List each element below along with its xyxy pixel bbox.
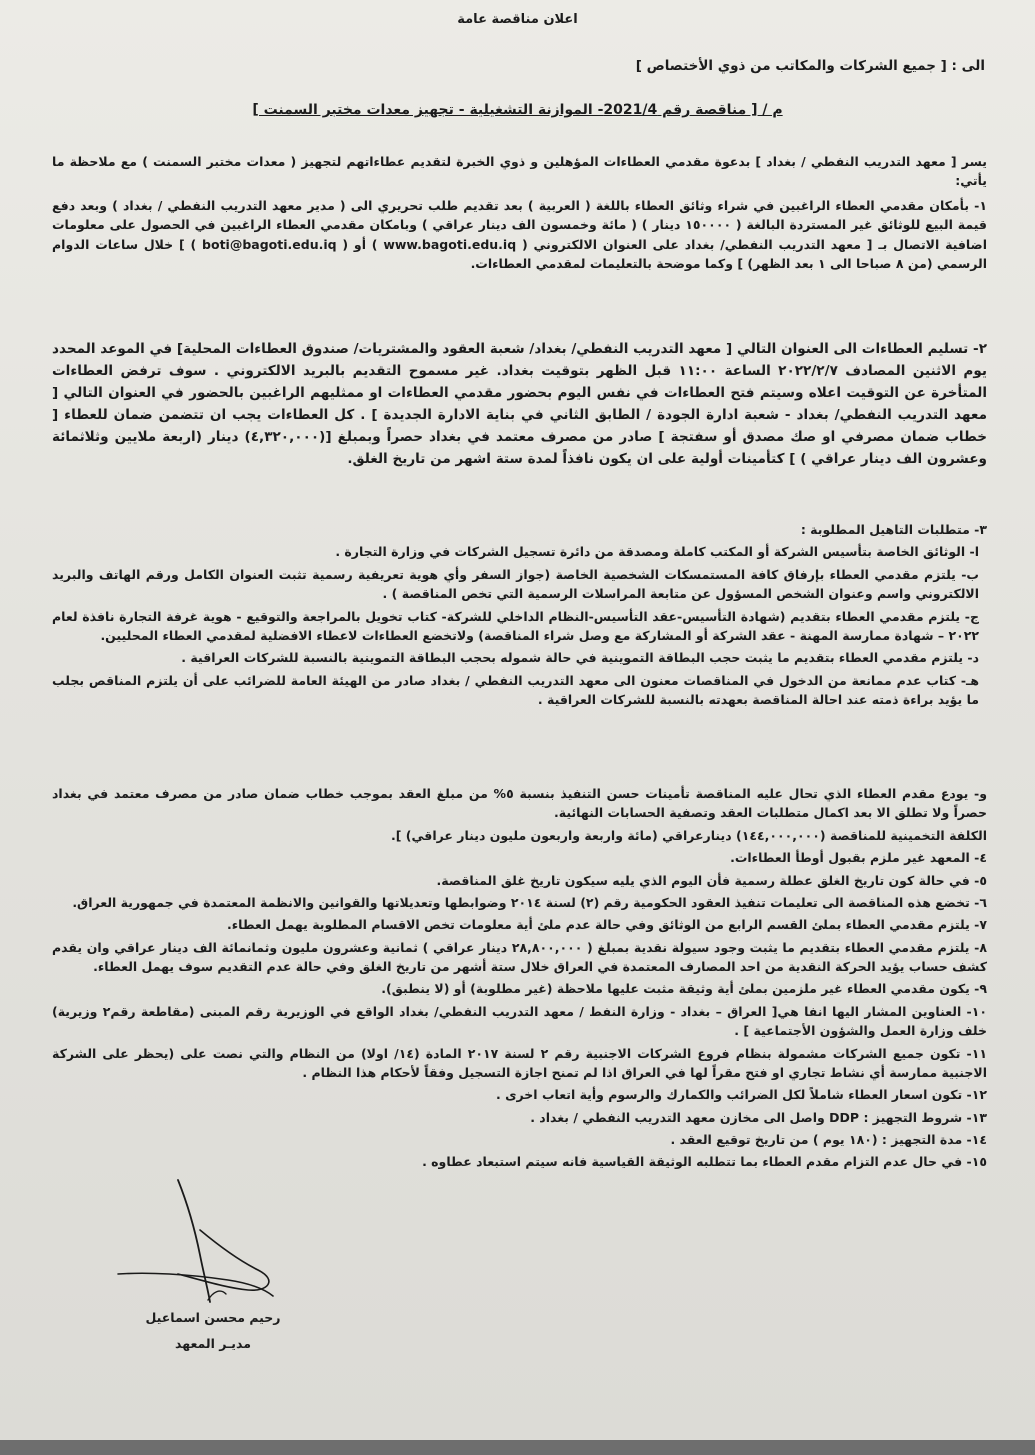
clause-text: ٥- في حالة كون تاريخ الغلق عطلة رسمية فأن اليوم الذي يليه سيكون تاريخ غلق المناقصة. — [436, 872, 987, 888]
clause-text: ٤- المعهد غير ملزم بقبول أوطأ العطاءات. — [730, 850, 987, 866]
item-3-block — [52, 520, 987, 712]
clause-text: ١٠- العناوين المشار اليها انفا هي[ العراق – بغداد - وزارة النفط / معهد التدريب النفطي/ بغداد الواقع في الوزيرية رقم المبنى (مقاطعة رقم٢ وزيرية) خلف وزارة العمل والشؤون الأجتماعية ] . — [52, 1003, 987, 1039]
intro-text: يسر [ معهد التدريب النفطي / بغداد ] بدعوة مقدمي العطاءات المؤهلين و ذوي الخبرة لتقديم عطاءاتهم لتجهيز ( معدات مختبر السمنت ) مع ملاحظة ما يأتي: — [52, 154, 987, 189]
clause-text: ٧- يلتزم مقدمي العطاء بملئ القسم الرابع من الوثائق وفي حالة عدم ملئ أية معلومات تخص الاقسام المطلوبة يهمل العطاء. — [226, 917, 987, 933]
subject-text: م / [ مناقصة رقم 2021/4- الموازنة التشغيلية - تجهيز معدات مختبر السمنت ] — [252, 102, 783, 118]
clause-text: ١٣- شروط التجهيز : DDP واصل الى مخازن معهد التدريب النفطي / بغداد . — [530, 1109, 987, 1125]
signature-area — [108, 1170, 348, 1370]
item-2-text: ٢- تسليم العطاءات الى العنوان التالي [ معهد التدريب النفطي/ بغداد/ شعبة العقود والمشتريات/ صندوق العطاءات المحلية] في الموعد المحدد يوم الاثنين المصادف ٢٠٢٢/٢/٧ الساعة ١١:٠٠ قبل الظهر بتوقيت بغداد. غير مسموح التقديم بالبريد الالكتروني . سوف ترفض العطاءات المتأخرة عن التوقيت اعلاه وسيتم فتح العطاءات في نفس اليوم بحضور مقدمي العطاءات او ممثليهم الراغبين بالحضور في العنوان التالي [ معهد التدريب النفطي/ بغداد - شعبة ادارة الجودة / الطابق الثاني في بناية الادارة الجديدة ] . كل العطاءات يجب ان تتضمن ضمان للعطاء [ خطاب ضمان مصرفي او صك مصدق أو سفتجة ] صادر من مصرف معتمد في بغداد حصراً وبمبلغ [(٤,٣٢٠,٠٠٠) دينار (اربعة ملايين وثلاثمائة وعشرون الف دينار عراقي ) ] كتأمينات أولية على ان يكون نافذاً لمدة ستة اشهر من تاريخ الغلق. — [52, 341, 988, 468]
handwritten-signature — [108, 1170, 348, 1320]
item-3-point: ج- يلتزم مقدمي العطاء بتقديم (شهادة التأسيس-عقد التأسيس-النظام الداخلي للشركة- كتاب تخويل بالمراجعة والتوقيع - هوية غرفة التجارة نافذة لعام ٢٠٢٢ – شهادة ممارسة المهنة - عقد الشركة أو المشاركة مع وصل شراء المناقصة) ولاتخضع العطاءات لاعطاء الافضلية لمقدمي العطاء المحليين. — [52, 608, 979, 643]
item-1-block — [52, 196, 987, 277]
clause-text: الكلفة التخمينية للمناقصة (١٤٤,٠٠٠,٠٠٠) دينارعراقي (مائة واربعة واربعون مليون دينار عراقي) ]. — [390, 827, 987, 843]
item-2-block — [52, 338, 987, 472]
signer-name: رحيم محسن اسماعيل — [145, 1310, 281, 1325]
item-3-point: ب- يلتزم مقدمي العطاء بإرفاق كافة المستمسكات الشخصية الخاصة (جواز السفر وأي هوية تعريفية رسمية تثبت العنوان الكامل ورقم الهاتف والبريد الالكتروني واسم وعنوان الشخص المسؤول عن متابعة المراسلات الرسمية التي تخص المناقصة ) . — [52, 566, 979, 602]
item-3-title: ٣- متطلبات التاهيل المطلوبة : — [800, 522, 987, 537]
item-3-point: هـ- كتاب عدم ممانعة من الدخول في المناقصات معنون الى معهد التدريب النفطي / بغداد صادر من الهيئة العامة للضرائب على أن يلتزم المناقص بجلب ما يؤيد براءة ذمته عند احالة المناقصة بعهدته بالنسبة للشركات العراقية . — [52, 672, 979, 707]
intro-paragraph — [52, 152, 987, 194]
document-heading: اعلان مناقصة عامة — [457, 12, 578, 27]
clause-text: ١٤- مدة التجهيز : (١٨٠ يوم ) من تاريخ توقيع العقد . — [670, 1132, 987, 1147]
remaining-items-block — [52, 784, 987, 1175]
clause-text: ٩- يكون مقدمي العطاء غير ملزمين بملئ أية وثيقة مثبت عليها ملاحظة (غير مطلوبة) أو (لا ينطبق). — [381, 981, 987, 997]
clause-text: ١٥- في حال عدم التزام مقدم العطاء بما تتطلبه الوثيقة القياسية فانه سيتم استبعاد عطاوه . — [422, 1154, 987, 1170]
clause-text: ١٢- تكون اسعار العطاء شاملاً لكل الضرائب والكمارك والرسوم وأية اتعاب اخرى . — [495, 1087, 987, 1103]
clause-text: ٨- يلتزم مقدمي العطاء بتقديم ما يثبت وجود سيولة نقدية بمبلغ ( ٢٨,٨٠٠,٠٠٠ دينار عراقي ) ثمانية وعشرون مليون وثمانمائة الف دينار عراقي وان يقدم كشف حساب يؤيد الحركة النقدية من احد المصارف المعتمدة في العراق خلال ستة أشهر من تاريخ الغلق وفي حالة عدم التقديم سوف يهمل العطاء. — [52, 939, 987, 974]
signer-title: مديـر المعهد — [175, 1336, 251, 1351]
clause-text: ٦- تخضع هذه المناقصة الى تعليمات تنفيذ العقود الحكومية رقم (٢) لسنة ٢٠١٤ وضوابطها وتعديلاتها والقوانين والانظمة المعتمدة في جمهورية العراق. — [72, 894, 987, 910]
clause-text: ١١- تكون جميع الشركات مشمولة بنظام فروع الشركات الاجنبية رقم ٢ لسنة ٢٠١٧ المادة (١٤/ اولا) من النظام والتي نصت على (يحظر على الشركة الاجنبية ممارسة أي نشاط تجاري او فتح مقراً لها في العراق اذا لم تمنح اجازة التسجيل وفقاً لأحكام هذا النظام . — [52, 1045, 987, 1080]
item-1-text: ١- بأمكان مقدمي العطاء الراغبين في شراء وثائق العطاء باللغة ( العربية ) بعد تقديم طلب تحريري الى ( مدير معهد التدريب النفطي / بغداد ) وبعد دفع قيمة البيع للوثائق غير المستردة البالغة ( ١٥٠٠٠٠ دينار ) ( مائة وخمسون الف دينار عراقي ) وبامكان مقدمي العطاء الراغبين في الحصول على معلومات اضافية الاتصال بـ [ معهد التدريب النفطي/ بغداد على العنوان الالكتروني ( www.bagoti.edu.iq ) أو ( boti@bagoti.edu.iq ) ] خلال ساعات الدوام الرسمي (من ٨ صباحا الى ١ بعد الظهر) ] وكما موضحة بالتعليمات لمقدمي العطاءات. — [52, 198, 987, 272]
addressee-line: الى : [ جميع الشركات والمكاتب من ذوي الأختصاص ] — [635, 58, 985, 74]
subject-line — [0, 102, 1035, 118]
clause-text: و- يودع مقدم العطاء الذي تحال عليه المناقصة تأمينات حسن التنفيذ بنسبة ٥% من مبلغ العقد بموجب خطاب ضمان صادر من مصرف معتمد في بغداد حصراً ولا تطلق الا بعد اكمال متطلبات العقد وتصفية الحسابات النهائية. — [52, 786, 987, 821]
item-3-point: ا- الوثائق الخاصة بتأسيس الشركة أو المكتب كاملة ومصدقة من دائرة تسجيل الشركات في وزارة التجارة . — [335, 544, 979, 560]
item-3-point: د- يلتزم مقدمي العطاء بتقديم ما يثبت حجب البطاقة التموينية في حالة شموله بحجب البطاقة التموينية بالنسبة للشركات العراقية . — [181, 650, 979, 666]
